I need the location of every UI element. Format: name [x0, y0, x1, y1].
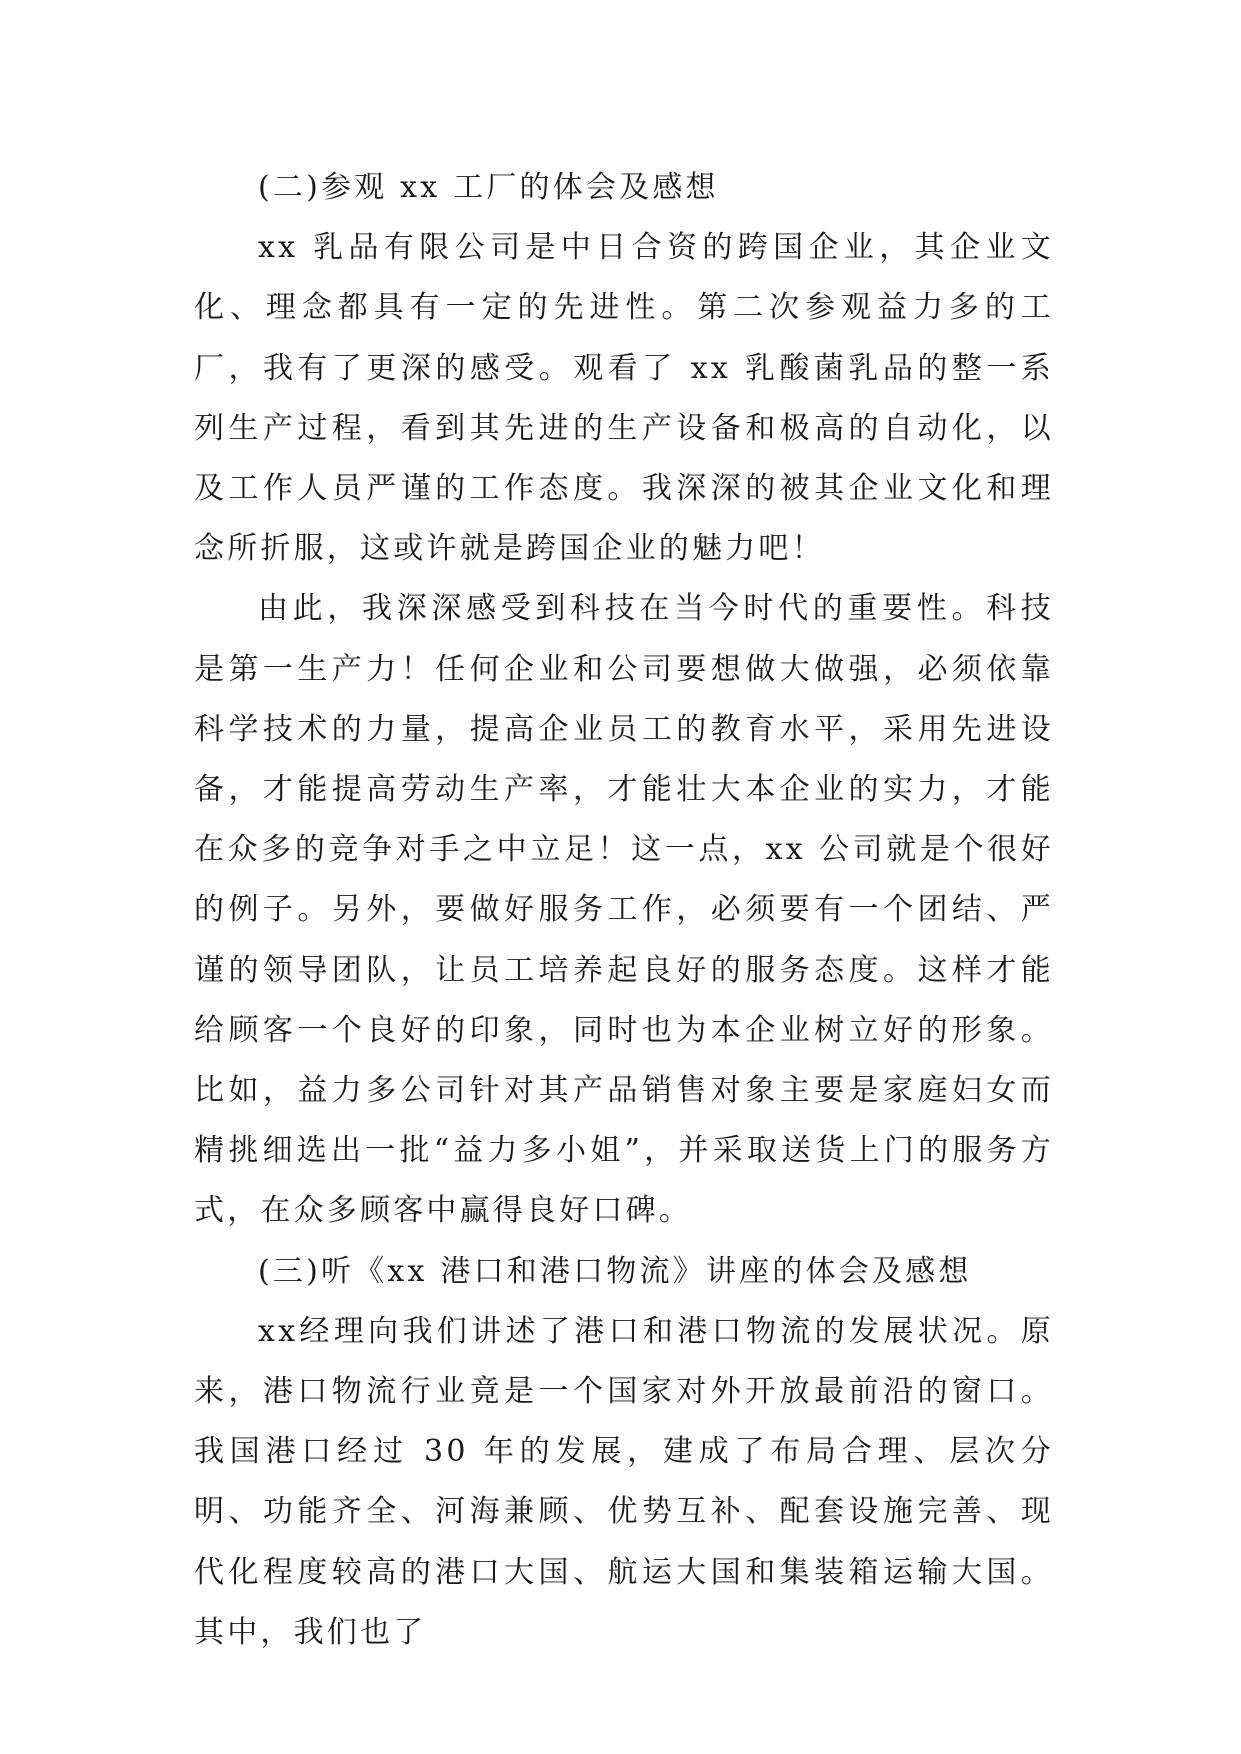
section-heading-port-lecture: (三)听《xx 港口和港口物流》讲座的体会及感想	[258, 1253, 972, 1289]
section-heading-factory-visit: (二)参观 xx 工厂的体会及感想	[258, 170, 719, 205]
paragraph: 由此，我深深感受到科技在当今时代的重要性。科技是第一生产力！任何企业和公司要想做大做强，必须依靠科学技术的力量，提高企业员工的教育水平，采用先进设备，才能提高劳动生产率，才能壮大本企业的实力，才能在众多的竞争对手之中立足！这一点，xx 公司就是个很好的例子。另外，要做好服务工作，必须要有一个团结、严谨的领导团队，让员工培养起良好的服务态度。这样才能给顾客一个良好的印象，同时也为本企业树立好的形象。比如，益力多公司针对其产品销售对象主要是家庭妇女而精挑细选出一批“益力多小姐”，并采取送货上门的服务方式，在众多顾客中赢得良好口碑。	[194, 591, 1054, 1229]
document-body	[194, 158, 1054, 1663]
paragraph: xx 乳品有限公司是中日合资的跨国企业，其企业文化、理念都具有一定的先进性。第二次参观益力多的工厂，我有了更深的感受。观看了 xx 乳酸菌乳品的整一系列生产过程，看到其先进的生产设备和极高的自动化，以及工作人员严谨的工作态度。我深深的被其企业文化和理念所折服，这或许就是跨国企业的魅力吧！	[194, 230, 1054, 567]
paragraph: xx经理向我们讲述了港口和港口物流的发展状况。原来，港口物流行业竟是一个国家对外开放最前沿的窗口。我国港口经过 30 年的发展，建成了布局合理、层次分明、功能齐全、河海兼顾、优势互补、配套设施完善、现代化程度较高的港口大国、航运大国和集装箱运输大国。其中，我们也了	[194, 1313, 1054, 1650]
